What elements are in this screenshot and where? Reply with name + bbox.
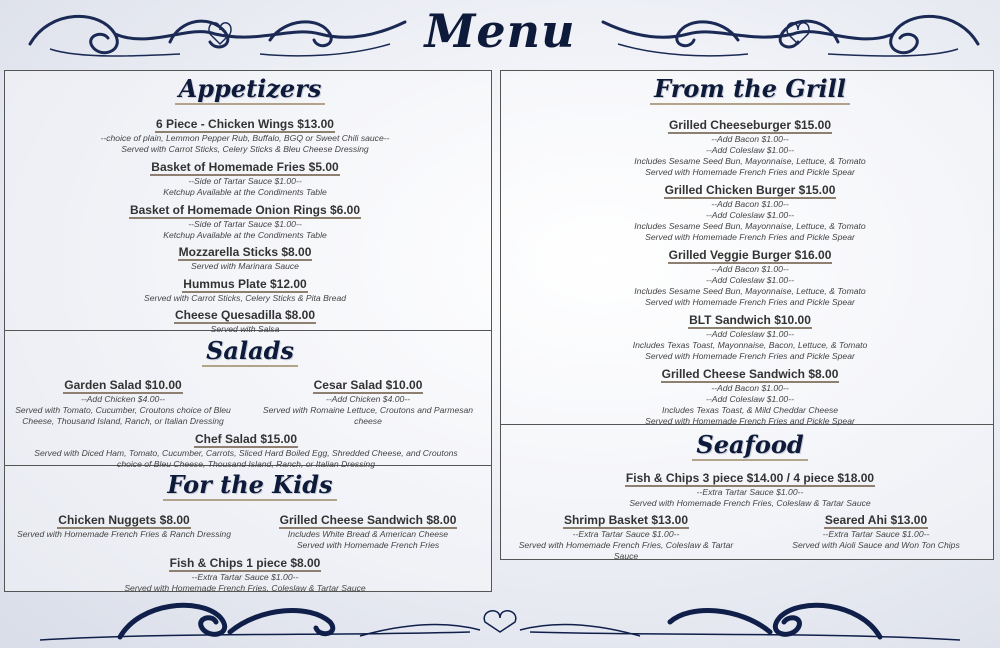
item-desc: Served with Romaine Lettuce, Croutons and Parmesan [262, 405, 474, 415]
menu-title: Menu [424, 4, 576, 58]
menu-item [540, 365, 960, 427]
item-desc: Served with Homemade French Fries, Coleslaw & Tartar Sauce [124, 583, 366, 593]
item-name: Mozzarella Sticks $8.00 [178, 245, 312, 259]
item-desc: Served with Marinara Sauce [191, 261, 299, 271]
menu-item [540, 311, 960, 362]
menu-item [250, 511, 486, 551]
section-title-appetizers: Appetizers [150, 74, 350, 103]
section-title-kids: For the Kids [130, 470, 370, 499]
item-desc: --Add Bacon $1.00-- [711, 264, 789, 274]
item-desc: --Add Coleslaw $1.00-- [706, 275, 794, 285]
item-desc: Served with Aioli Sauce and Won Ton Chips [792, 540, 960, 550]
item-desc: Served with Homemade French Fries & Ranch Dressing [17, 529, 231, 539]
item-desc: --Add Bacon $1.00-- [711, 383, 789, 393]
item-name: Grilled Cheeseburger $15.00 [668, 118, 832, 132]
item-desc: --Add Chicken $4.00-- [80, 394, 166, 404]
menu-item [766, 511, 986, 551]
menu-item [60, 306, 430, 335]
menu-item [4, 376, 242, 427]
item-desc: Includes Texas Toast, & Mild Cheddar Cheese [661, 405, 839, 415]
menu-item [60, 243, 430, 272]
item-desc: Served with Homemade French Fries and Pickle Spear [645, 416, 855, 426]
item-desc: --Extra Tartar Sauce $1.00-- [696, 487, 804, 497]
menu-item [60, 554, 430, 594]
item-desc: --Add Bacon $1.00-- [711, 134, 789, 144]
menu-item [4, 511, 244, 540]
item-name: Seared Ahi $13.00 [824, 513, 928, 527]
item-desc: --Extra Tartar Sauce $1.00-- [572, 529, 680, 539]
swirl-ornament-top-right [598, 4, 988, 64]
item-name: BLT Sandwich $10.00 [689, 313, 811, 327]
menu-item [502, 511, 750, 562]
item-desc: Served with Homemade French Fries, Coleslaw & Tartar [518, 540, 734, 550]
item-name: Grilled Chicken Burger $15.00 [664, 183, 836, 197]
item-name: Chicken Nuggets $8.00 [58, 513, 190, 527]
item-desc: --Extra Tartar Sauce $1.00-- [191, 572, 299, 582]
item-desc: Cheese, Thousand Island, Ranch, or Italian Dressing [22, 416, 224, 426]
item-desc: --Add Coleslaw $1.00-- [706, 210, 794, 220]
item-desc: Served with Homemade French Fries and Pickle Spear [645, 351, 855, 361]
menu-item [248, 376, 488, 427]
item-name: Shrimp Basket $13.00 [563, 513, 689, 527]
item-name: Grilled Cheese Sandwich $8.00 [279, 513, 457, 527]
item-name: Garden Salad $10.00 [64, 378, 182, 392]
item-desc: --Extra Tartar Sauce $1.00-- [822, 529, 930, 539]
item-name: Basket of Homemade Onion Rings $6.00 [129, 203, 361, 217]
swirl-ornament-bottom [30, 592, 970, 644]
menu-item [540, 246, 960, 308]
item-name: Basket of Homemade Fries $5.00 [151, 160, 339, 174]
item-desc: Ketchup Available at the Condiments Table [163, 187, 327, 197]
item-desc: Served with Carrot Sticks, Celery Sticks & Pita Bread [143, 293, 347, 303]
item-desc: cheese [354, 416, 382, 426]
menu-item [60, 158, 430, 198]
item-name: 6 Piece - Chicken Wings $13.00 [156, 117, 334, 131]
menu-item [60, 275, 430, 304]
item-desc: Includes Sesame Seed Bun, Mayonnaise, Lettuce, & Tomato [634, 286, 866, 296]
item-desc: --choice of plain, Lemmon Pepper Rub, Buffalo, BGQ or Sweet Chili sauce-- [100, 133, 390, 143]
item-name: Fish & Chips 1 piece $8.00 [169, 556, 321, 570]
item-desc: --Side of Tartar Sauce $1.00-- [188, 176, 302, 186]
item-name: Grilled Cheese Sandwich $8.00 [661, 367, 839, 381]
menu-item [60, 115, 430, 155]
item-desc: --Add Coleslaw $1.00-- [706, 394, 794, 404]
item-name: Cheese Quesadilla $8.00 [174, 308, 316, 322]
item-desc: Served with Homemade French Fries and Pickle Spear [645, 232, 855, 242]
section-title-seafood: Seafood [650, 430, 850, 459]
item-name: Chef Salad $15.00 [194, 432, 298, 446]
menu-item [60, 201, 430, 241]
item-name: Fish & Chips 3 piece $14.00 / 4 piece $18.00 [625, 471, 875, 485]
item-desc: --Add Coleslaw $1.00-- [706, 329, 794, 339]
item-desc: Served with Homemade French Fries, Coleslaw & Tartar Sauce [629, 498, 871, 508]
item-desc: Sauce [613, 551, 639, 561]
item-desc: --Add Coleslaw $1.00-- [706, 145, 794, 155]
item-desc: --Side of Tartar Sauce $1.00-- [188, 219, 302, 229]
section-title-salads: Salads [150, 336, 350, 365]
item-desc: Includes Texas Toast, Mayonnaise, Bacon, Lettuce, & Tomato [632, 340, 868, 350]
item-desc: Served with Homemade French Fries [296, 540, 440, 550]
menu-item [6, 430, 486, 470]
item-desc: Served with Salsa [210, 324, 280, 334]
item-name: Hummus Plate $12.00 [183, 277, 307, 291]
menu-item [540, 116, 960, 178]
item-desc: --Add Bacon $1.00-- [711, 199, 789, 209]
item-desc: Served with Carrot Sticks, Celery Sticks & Bleu Cheese Dressing [121, 144, 369, 154]
item-name: Cesar Salad $10.00 [313, 378, 423, 392]
section-title-grill: From the Grill [630, 74, 870, 103]
item-desc: Served with Homemade French Fries and Pickle Spear [645, 167, 855, 177]
item-desc: Served with Tomato, Cucumber, Croutons choice of Bleu [15, 405, 231, 415]
item-desc: Served with Diced Ham, Tomato, Cucumber, Carrots, Sliced Hard Boiled Egg, Shredded Cheese, and Croutons [34, 448, 458, 458]
swirl-ornament-top-left [20, 4, 410, 64]
item-desc: Served with Homemade French Fries and Pickle Spear [645, 297, 855, 307]
item-desc: Ketchup Available at the Condiments Table [163, 230, 327, 240]
item-name: Grilled Veggie Burger $16.00 [668, 248, 832, 262]
menu-item [540, 469, 960, 509]
item-desc: choice of Bleu Cheese, Thousand Island, Ranch, or Italian Dressing [117, 459, 375, 469]
menu-item [540, 181, 960, 243]
item-desc: Includes Sesame Seed Bun, Mayonnaise, Lettuce, & Tomato [634, 221, 866, 231]
item-desc: Includes White Bread & American Cheese [287, 529, 449, 539]
item-desc: --Add Chicken $4.00-- [325, 394, 411, 404]
item-desc: Includes Sesame Seed Bun, Mayonnaise, Lettuce, & Tomato [634, 156, 866, 166]
